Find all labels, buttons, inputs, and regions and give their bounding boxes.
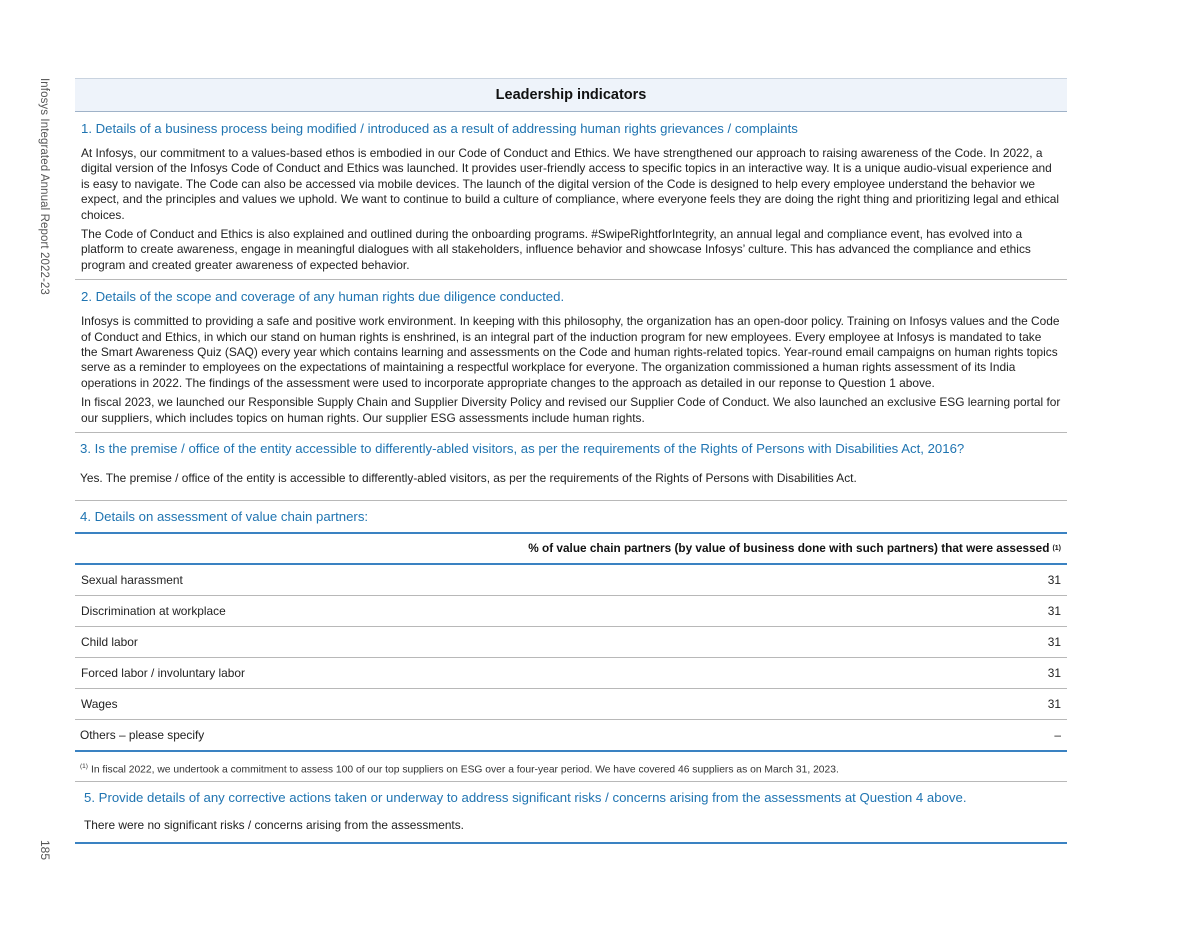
question-2-block — [75, 288, 1067, 433]
row-label: Child labor — [81, 634, 138, 649]
question-3-block — [75, 440, 1067, 500]
footnote-marker: (1) — [1052, 544, 1061, 552]
table-row — [75, 596, 1067, 627]
question-5-title: 5. Provide details of any corrective actions taken or underway to address significant risks / concerns arising from the assessments at Question 4 above. — [84, 789, 967, 805]
footnote-text: In fiscal 2022, we undertook a commitment to assess 100 of our top suppliers on ESG over a four-year period. We have covered 46 suppliers as on March 31, 2023. — [90, 763, 839, 775]
row-value: 31 — [1047, 603, 1061, 618]
question-1-title: 1. Details of a business process being modified / introduced as a result of addressing human rights grievances / complaints — [81, 121, 798, 136]
row-label: Wages — [81, 696, 118, 711]
question-3-answer: Yes. The premise / office of the entity is accessible to differently-abled visitors, as per the requirements of the Rights of Persons with Disabilities Act. — [80, 471, 857, 486]
leadership-indicators-panel — [75, 78, 1067, 844]
section-header — [75, 78, 1067, 112]
column-header-label: % of value chain partners (by value of business done with such partners) that were assessed — [528, 541, 1050, 555]
question-2-paragraph-1: Infosys is committed to providing a safe and positive work environment. In keeping with this philosophy, the organization has an open-door policy. Training on Infosys values and the Code of Conduct and Ethics, in which our stand on human rights is enshrined, is an integral part of the induction program for new employees. Every employee at Infosys is mandated to take the Smart Awareness Quiz (SAQ) every year which contains learning and assessments on the Code and human rights-related topics. Year-round email campaigns on human rights topics serve as a reminder to employees on the expectations of maintaining a respectful workplace for everyone. The organization commissioned a human rights assessment of its India operations in 2022. The findings of the assessment were used to incorporate appropriate changes to the approach as detailed in our reponse to Question 1 above. — [81, 314, 1060, 390]
row-value: 31 — [1047, 665, 1061, 680]
question-1-paragraph-1: At Infosys, our commitment to a values-based ethos is embodied in our Code of Conduct and Ethics. We have strengthened our approach to raising awareness of the Code. In 2022, a digital version of the Infosys Code of Conduct and Ethics was launched. It provides user-friendly access to specific topics in an interactive way. It is a unique audio-visual experience and is easy to navigate. The Code can also be accessed via mobile devices. The launch of the digital version of the Code is designed to help every employee understand the behavior we expect, and the principles and values we uphold. We want to continue to build a culture of compliance, where everyone feels they are doing the right thing and prioritizing legal and ethical choices. — [81, 146, 1060, 222]
table-row — [75, 689, 1067, 720]
row-label: Discrimination at workplace — [81, 603, 226, 618]
table-column-header — [75, 534, 1067, 565]
question-1-block — [75, 120, 1067, 280]
question-2-title: 2. Details of the scope and coverage of any human rights due diligence conducted. — [81, 289, 565, 305]
row-label: Others – please specify — [80, 727, 205, 742]
table-row — [75, 658, 1067, 689]
question-5-block — [75, 789, 1067, 844]
question-5-answer: There were no significant risks / concerns arising from the assessments. — [84, 817, 464, 832]
row-value: 31 — [1047, 696, 1061, 711]
section-header-title: Leadership indicators — [495, 87, 647, 103]
question-3-title: 3. Is the premise / office of the entity accessible to differently-abled visitors, as per the requirements of the Rights of Persons with Disabilities Act, 2016? — [80, 441, 965, 457]
row-value: – — [1054, 727, 1061, 742]
footnote-marker: (1) — [80, 762, 88, 770]
row-value: 31 — [1047, 634, 1061, 649]
value-chain-assessment-table — [75, 532, 1067, 752]
table-footnote — [75, 752, 1067, 782]
question-4-title: 4. Details on assessment of value chain partners: — [80, 508, 369, 524]
report-side-title: Infosys Integrated Annual Report 2022-23 — [38, 78, 50, 295]
row-label: Sexual harassment — [81, 572, 183, 587]
row-label: Forced labor / involuntary labor — [81, 665, 245, 680]
table-row — [75, 720, 1067, 752]
row-value: 31 — [1047, 572, 1061, 587]
question-2-paragraph-2: In fiscal 2023, we launched our Responsible Supply Chain and Supplier Diversity Policy and revised our Supplier Code of Conduct. We also launched an exclusive ESG learning portal for our suppliers, which includes topics on human rights. Our supplier ESG assessments include human rights. — [81, 395, 1061, 425]
table-row — [75, 627, 1067, 658]
page-number: 185 — [38, 840, 52, 861]
table-row — [75, 565, 1067, 596]
question-1-paragraph-2: The Code of Conduct and Ethics is also explained and outlined during the onboarding programs. #SwipeRightforIntegrity, an annual legal and compliance event, has evolved into a platform to create awareness, engage in meaningful dialogues with all stakeholders, influence behavior and showcase Infosys’ culture. This has advanced the compliance and ethics program and created greater awareness of expected behavior. — [81, 227, 1031, 272]
